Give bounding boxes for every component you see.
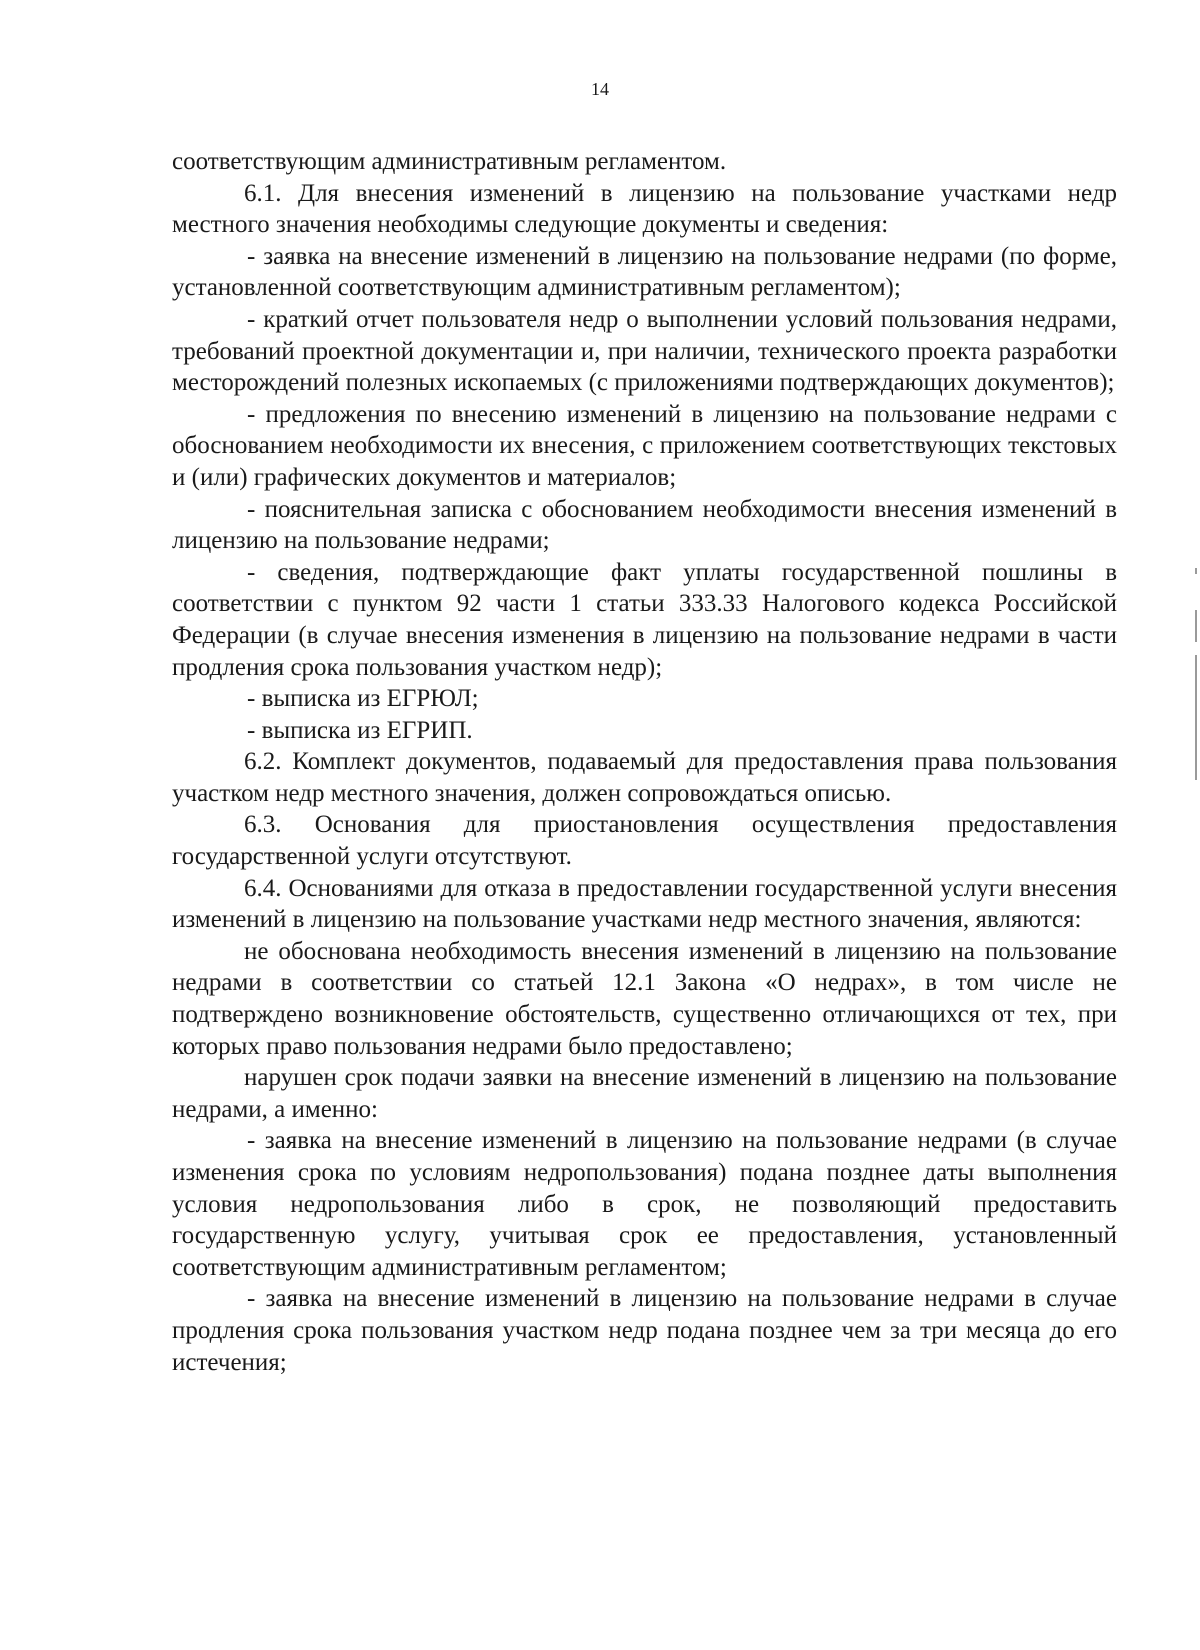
paragraph-6-2: 6.2. Комплект документов, подаваемый для предоставления права пользования участком недр местного значения, должен сопровождаться описью. (172, 748, 1117, 807)
list-item-late-application: - заявка на внесение изменений в лицензию на пользование недрами (в случае изменения срока по условиям недропользования) подана позднее даты выполнения условия недропользования либо в срок, не позволяющий предоставить государственную услугу, учитывая срок ее предоставления, установленный соответствующим административным регламентом; (172, 1127, 1117, 1281)
list-item-application: - заявка на внесение изменений в лицензию на пользование недрами (по форме, установленной соответствующим административным регламентом); (172, 242, 1117, 302)
list-item-egrip: - выписка из ЕГРИП. (247, 716, 473, 744)
paragraph-6-4: 6.4. Основаниями для отказа в предоставлении государственной услуги внесения изменений в лицензию на пользование участками недр местного значения, являются: (172, 874, 1117, 934)
document-body (172, 146, 1117, 1378)
paragraph-6-1: 6.1. Для внесения изменений в лицензию на пользование участками недр местного значения необходимы следующие документы и сведения: (172, 179, 1117, 239)
list-item-brief-report: - краткий отчет пользователя недр о выполнении условий пользования недрами, требований проектной документации и, при наличии, технического проекта разработки месторождений полезных ископаемых (с приложениями подтверждающих документов); (172, 305, 1117, 397)
list-item-explanatory-note: - пояснительная записка с обоснованием необходимости внесения изменений в лицензию на пользование недрами; (172, 495, 1117, 555)
list-item-extension-late: - заявка на внесение изменений в лицензию на пользование недрами в случае продления срока пользования участком недр подана позднее чем за три месяца до его истечения; (172, 1285, 1117, 1376)
scan-artifact (1195, 568, 1197, 574)
paragraph-deadline-violated: нарушен срок подачи заявки на внесение изменений в лицензию на пользование недрами, а именно: (172, 1064, 1117, 1123)
scan-artifact (1195, 610, 1197, 642)
paragraph-not-justified: не обоснована необходимость внесения изменений в лицензию на пользование недрами в соответствии со статьей 12.1 Закона «О недрах», в том числе не подтверждено возникновение обстоятельств, существенно отличающихся от тех, при которых право пользования недрами было предоставлено; (172, 937, 1117, 1060)
list-item-proposals: - предложения по внесению изменений в лицензию на пользование недрами с обоснованием необходимости их внесения, с приложением соответствующих текстовых и (или) графических документов и материалов; (172, 400, 1117, 491)
scan-artifact (1195, 655, 1197, 780)
paragraph-continuation: соответствующим административным регламентом. (172, 148, 727, 175)
list-item-egrul: - выписка из ЕГРЮЛ; (247, 685, 479, 713)
paragraph-6-3: 6.3. Основания для приостановления осуществления предоставления государственной услуги отсутствуют. (172, 811, 1117, 871)
list-item-fee-payment: - сведения, подтверждающие факт уплаты государственной пошлины в соответствии с пунктом 92 части 1 статьи 333.33 Налогового кодекса Российской Федерации (в случае внесения изменения в лицензию на пользование недрами в части продления срока пользования участком недр); (172, 558, 1117, 681)
page-number: 14 (591, 79, 609, 99)
